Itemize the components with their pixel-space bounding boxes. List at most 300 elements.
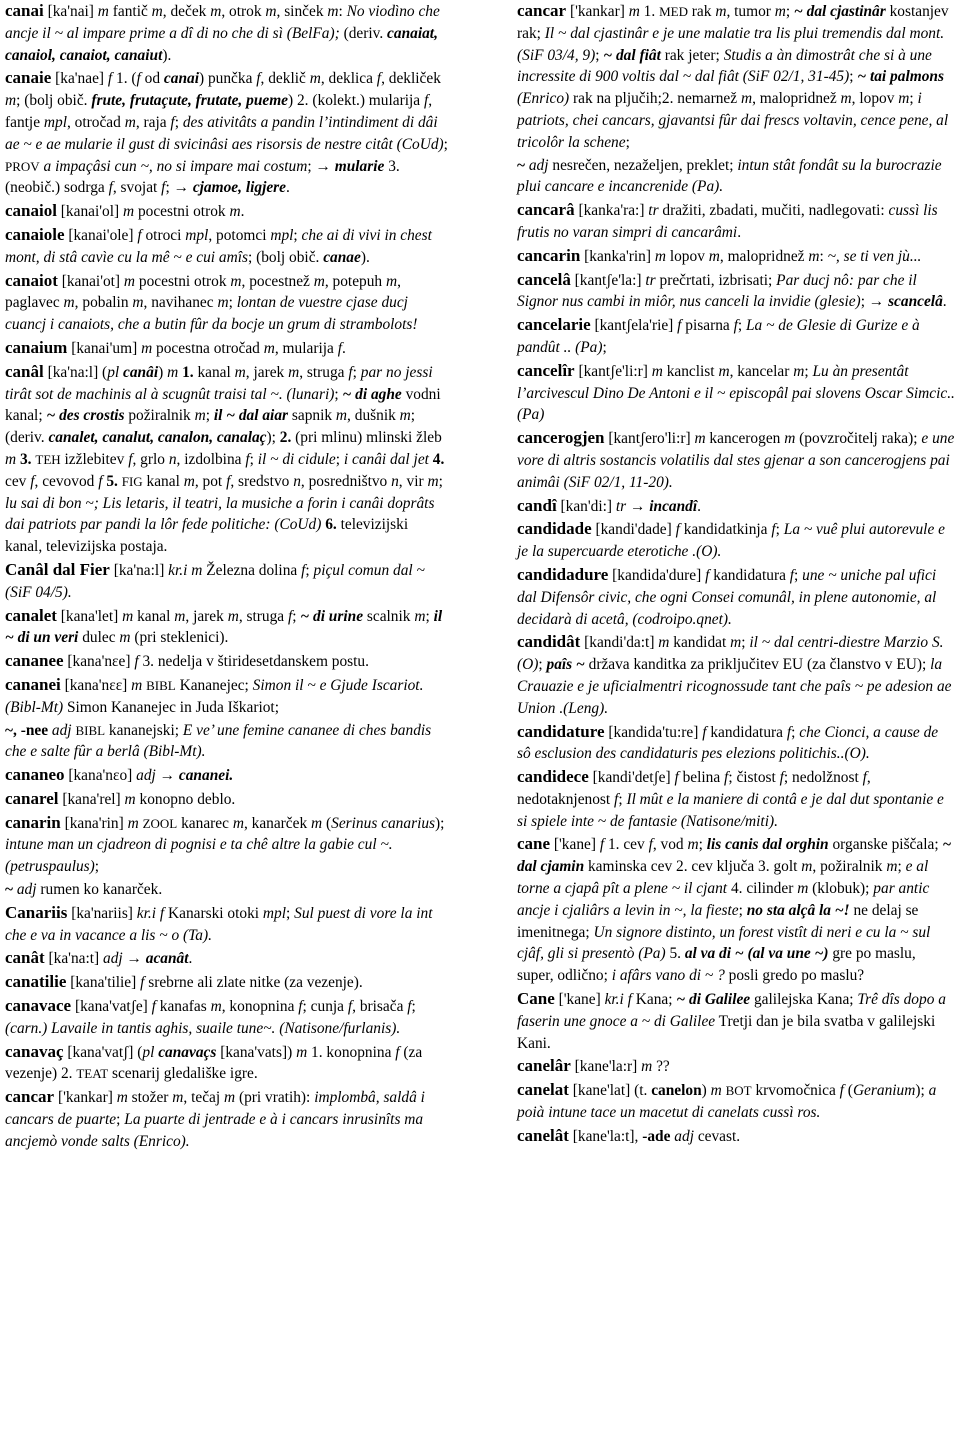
dictionary-entry — [5, 674, 448, 719]
entry-text: [kandi'detʃe] — [588, 769, 675, 787]
entry-italic-text: m — [898, 90, 910, 108]
entry-text: → — [122, 950, 146, 968]
entry-text: ; — [595, 46, 604, 64]
entry-text: . — [697, 497, 702, 515]
entry-text: , otročad — [66, 113, 125, 131]
entry-text: , lopov — [851, 90, 899, 108]
entry-italic-text: m — [183, 472, 195, 490]
entry-text: [kantʃe'li:r] — [574, 362, 652, 380]
entry-text: [kanai'um] — [67, 339, 142, 357]
entry-text: ; — [174, 113, 183, 131]
entry-text: ; — [286, 904, 295, 922]
entry-phrase: no sta alçâ la ~! — [746, 901, 850, 919]
entry-text: [kana'nεε] — [60, 676, 132, 694]
entry-phrase: al va di ~ (al va une ~) — [684, 945, 829, 963]
entry-text: ['kankar] — [566, 3, 629, 20]
entry-text: ; — [334, 385, 343, 403]
entry-text: [kan'di:] — [556, 497, 616, 515]
entry-italic-text: n — [391, 472, 399, 490]
entry-headword: candidature — [517, 721, 605, 741]
entry-text: (pri steklenici). — [130, 629, 229, 647]
entry-text: sapnik — [288, 407, 336, 425]
entry-text: [kana'tilie] — [66, 974, 141, 992]
entry-text: [ka'na:t] — [44, 950, 103, 968]
entry-phrase: canâi — [123, 363, 159, 381]
entry-italic-text: mpl — [43, 113, 67, 131]
entry-italic-text: Par ducj nô: par che il Signor nus cambi in miôr, nus canceli la invidie (glesie) — [517, 271, 917, 311]
entry-italic-text: a impaçâsi cun ~, no si impare mai costum — [43, 157, 308, 175]
entry-phrase: acanât — [145, 950, 189, 968]
entry-italic-text: m — [740, 90, 753, 108]
entry-italic-text: lontan de vuestre cjase ducj cuancj i canaiots, che a butin fûr da bocje un grum di strambolots! — [5, 294, 418, 334]
entry-text: [kana'vats]) — [216, 1043, 297, 1061]
entry-text: ; cunja — [302, 998, 348, 1016]
entry-sense-number: 6. — [325, 516, 337, 534]
dictionary-entry — [517, 833, 955, 987]
dictionary-entry — [517, 988, 955, 1054]
entry-text: [ka'nai] — [43, 3, 98, 20]
entry-text: ) punčka — [198, 70, 257, 88]
entry-phrase: ~ des crostis — [46, 407, 125, 425]
entry-italic-text: m — [288, 363, 300, 381]
entry-sense-number: 4. — [432, 450, 445, 468]
entry-text: ; — [897, 858, 906, 876]
entry-text: , sredstvo — [230, 472, 294, 490]
entry-italic-text: f — [599, 836, 605, 854]
entry-headword: canarel — [5, 788, 59, 808]
entry-text: ; — [909, 90, 918, 108]
entry-headword: canaium — [5, 337, 68, 357]
entry-text: ; — [438, 472, 443, 490]
entry-text: , mularija — [274, 339, 338, 357]
entry-text: 1. — [639, 3, 660, 20]
entry-text: stožer — [127, 1089, 173, 1107]
entry-text: 3. (neobič.) sodrga — [5, 157, 400, 197]
entry-text: ; — [602, 338, 607, 356]
entry-italic-text: m — [296, 1043, 308, 1061]
entry-italic-text: kr.i f — [604, 991, 632, 1009]
entry-italic-text: m — [313, 272, 325, 290]
entry-text: [kanai'ot] — [57, 272, 124, 290]
entry-text: ); — [915, 1082, 929, 1100]
dictionary-entry — [517, 1055, 955, 1078]
entry-italic-text: Un signore distinto, un forest vistît di neri e cu la ~ sul cjâf, gli si presentò (Pa) — [517, 923, 931, 963]
entry-italic-text: m — [63, 294, 75, 312]
entry-text: ; — [94, 858, 100, 876]
entry-text: 4. cilinder — [727, 880, 798, 898]
entry-headword: cancar — [5, 1087, 55, 1107]
entry-text: . — [240, 203, 245, 221]
entry-italic-text: m — [710, 1082, 722, 1100]
entry-italic-text: f — [256, 70, 261, 88]
entry-headword: cananei — [5, 674, 61, 694]
entry-italic-text: f — [648, 836, 653, 854]
entry-text: pocestni otrok — [135, 272, 231, 290]
entry-italic-text: m — [210, 998, 222, 1016]
entry-text: ; → — [165, 179, 193, 197]
entry-text: rumen ko kanarček. — [36, 881, 163, 899]
entry-headword: canelât — [517, 1125, 569, 1145]
entry-text: ; — [737, 317, 746, 335]
entry-text: [kanka'ra:] — [574, 202, 649, 220]
dictionary-entry — [517, 155, 955, 199]
entry-italic-text: f — [136, 70, 141, 88]
dictionary-entry — [5, 0, 448, 66]
entry-text: , kanarček — [243, 814, 312, 832]
entry-italic-text: f — [789, 566, 795, 584]
entry-text: , požiralnik — [812, 858, 887, 876]
entry-text: , pocestnež — [241, 272, 314, 290]
entry-italic-text: intun stât fondât su la burocrazie plui cancare e incancrenide (Pa). — [517, 156, 942, 196]
entry-phrase: ~ tai palmons — [857, 68, 944, 86]
entry-italic-text: intune man un cjadreon di pognisi e ta chê altre la gabie cul ~. (petruspaulus) — [5, 836, 393, 876]
entry-text: ; — [741, 634, 750, 652]
entry-text: (deriv. — [339, 24, 388, 42]
entry-headword: cancelarie — [517, 315, 591, 335]
entry-text: ; — [292, 607, 301, 625]
entry-text: , malopridnež — [752, 90, 841, 108]
entry-italic-text: m — [151, 3, 163, 20]
entry-italic-text: f — [98, 472, 103, 490]
entry-italic-text: m — [886, 858, 898, 876]
entry-italic-text: f — [128, 450, 133, 468]
entry-text: lopov — [665, 247, 709, 265]
entry-italic-text: m — [399, 407, 411, 425]
entry-headword: canalet — [5, 605, 57, 625]
entry-italic-text: f — [705, 566, 710, 584]
entry-italic-text: f — [347, 998, 353, 1016]
entry-text: nesrečen, nezaželjen, preklet; — [548, 156, 738, 174]
entry-text: [kana'rin] — [60, 814, 128, 832]
entry-italic-text: Il mût e la maniere di contâ e je dal dut spontanie e si spiele inte ~ de fantasie (Natisone/miti). — [517, 790, 944, 830]
entry-sense-number: ~, -nee — [5, 721, 49, 739]
entry-italic-text: adj — [103, 950, 123, 968]
entry-italic-text: m — [5, 92, 17, 110]
entry-domain-label: BOT — [725, 1083, 752, 1099]
entry-italic-text: i afârs vano di ~ ? — [611, 967, 725, 985]
entry-italic-text: m — [227, 607, 239, 625]
entry-italic-text: f — [301, 561, 306, 579]
entry-italic-text: m — [327, 3, 339, 20]
entry-italic-text: f — [423, 92, 429, 110]
entry-italic-text: f — [151, 998, 156, 1016]
entry-text: televizijski kanal, televizijska postaja. — [5, 516, 409, 556]
entry-italic-text: m — [651, 362, 663, 380]
entry-italic-text: m — [230, 272, 242, 290]
entry-phrase: canavaçs — [158, 1043, 217, 1061]
entry-headword: canavaç — [5, 1041, 64, 1061]
entry-italic-text: f — [702, 723, 707, 741]
entry-italic-text: f — [140, 974, 145, 992]
entry-text: gre po maslu, super, odlično; — [517, 945, 916, 985]
entry-text: krvomočnica — [751, 1082, 840, 1100]
entry-text: ['kankar] — [54, 1089, 117, 1107]
entry-text: , grlo — [132, 450, 169, 468]
entry-italic-text: m — [718, 362, 730, 380]
entry-italic-text: pl — [107, 363, 120, 381]
entry-italic-text: f — [771, 521, 776, 539]
entry-sense-number: 5. — [106, 472, 118, 490]
entry-text: vodni kanal; — [5, 385, 441, 425]
entry-italic-text: m — [124, 790, 136, 808]
entry-italic-text: kr.i f — [136, 904, 165, 922]
entry-text: ; — [738, 901, 747, 919]
entry-italic-text: m — [784, 430, 796, 448]
entry-text: , navihanec — [143, 294, 218, 312]
dictionary-entry — [5, 605, 448, 650]
entry-italic-text: m — [174, 607, 186, 625]
entry-headword: cane — [517, 834, 551, 854]
entry-italic-text: m — [641, 1058, 653, 1076]
entry-italic-text: e une vore di altris sostancis volatilis dal stes gjenar a son cancerogjens pai animâi (SiF 02/1, 11-20). — [517, 430, 955, 491]
entry-headword: canatilie — [5, 972, 67, 992]
entry-text: ); — [266, 429, 280, 447]
entry-italic-text: m — [311, 814, 323, 832]
entry-text: ; (deriv. — [5, 407, 416, 447]
right-column — [517, 0, 955, 1149]
dictionary-entry — [5, 559, 448, 604]
entry-text: , posredništvo — [300, 472, 392, 490]
entry-text: , tečaj — [183, 1089, 224, 1107]
entry-text: ( — [843, 1082, 853, 1100]
entry-text: 3. nedelja v štiridesetdanskem postu. — [138, 653, 369, 671]
entry-italic-text: m — [263, 339, 275, 357]
entry-text: [kana'rel] — [58, 790, 125, 808]
entry-text: ; — [411, 998, 416, 1016]
entry-italic-text: m — [309, 70, 321, 88]
entry-text: ; — [228, 294, 237, 312]
entry-text: ; — [305, 561, 314, 579]
entry-italic-text: n — [168, 450, 177, 468]
dictionary-entry — [5, 1086, 448, 1152]
entry-italic-text: f — [337, 339, 342, 357]
entry-italic-text: f — [170, 113, 175, 131]
entry-italic-text: f — [786, 723, 792, 741]
entry-text: , otrok — [221, 3, 266, 20]
entry-text: [kandi'dade] — [591, 521, 676, 539]
entry-text: kananejski; — [105, 721, 183, 739]
entry-text: kandidat — [669, 634, 731, 652]
entry-text: , cevovod — [34, 472, 99, 490]
entry-text: ; — [849, 68, 858, 86]
entry-headword: Canâl dal Fier — [5, 559, 110, 579]
entry-text: ; — [804, 362, 813, 380]
entry-italic-text: Serinus canarius — [331, 814, 436, 832]
entry-italic-text: f — [30, 472, 35, 490]
dictionary-entry — [5, 902, 448, 947]
entry-text: 1. ( — [112, 70, 137, 88]
entry-text: država kanditka za priključitev EU (za članstvo v EU); — [584, 656, 931, 674]
entry-text: scenarij gledališke igre. — [108, 1065, 258, 1083]
entry-headword: canaiot — [5, 270, 58, 290]
entry-text: [kana'vatʃ] ( — [63, 1043, 143, 1061]
entry-text: cevast. — [693, 1127, 741, 1145]
entry-headword: cancarâ — [517, 200, 575, 220]
entry-sense-number: ~ — [5, 881, 17, 899]
entry-sense-number: canelon — [651, 1082, 702, 1100]
entry-phrase: cananei. — [178, 767, 234, 785]
entry-text: [ka'nae] — [51, 70, 108, 88]
entry-italic-text: des ativitâts a pandin l’intindiment di dâi ae ~ e ae mularie il gust di svicinâsi aes risorsis de nestre citât (CoUd) — [5, 113, 444, 153]
entry-text: kanafas — [155, 998, 211, 1016]
entry-text: , pot — [194, 472, 227, 490]
entry-italic-text: m — [131, 676, 143, 694]
entry-text: , jarek — [185, 607, 228, 625]
entry-text: ?? — [652, 1058, 670, 1076]
entry-text: ) — [158, 363, 168, 381]
entry-italic-text: m — [167, 363, 179, 381]
entry-italic-text: m — [774, 3, 786, 20]
entry-text: ; — [618, 790, 627, 808]
entry-text: [kane'la:t], — [568, 1127, 643, 1145]
entry-phrase: ~ di aghe — [342, 385, 402, 403]
dictionary-entry — [5, 879, 448, 901]
entry-text: [kana'nεo] — [64, 767, 137, 785]
entry-text: ; — [538, 656, 547, 674]
entry-italic-text: f — [677, 317, 682, 335]
entry-headword: candidade — [517, 519, 592, 539]
entry-text: (za vezenje) 2. — [5, 1043, 423, 1083]
entry-sense-number: 2. — [279, 429, 292, 447]
entry-headword: candidadure — [517, 564, 609, 584]
entry-italic-text: a poià intune tace un macetut di canelats cussì ros. — [517, 1082, 937, 1122]
dictionary-entry — [517, 564, 955, 630]
entry-domain-label: PROV — [5, 158, 40, 174]
entry-text: 1. cev — [604, 836, 649, 854]
entry-phrase: ~ dal fiât — [603, 46, 661, 64]
entry-domain-label: TEH — [35, 451, 61, 467]
entry-italic-text: par antic ancje i cjaliârs a levin in ~, la fieste — [517, 880, 930, 919]
entry-italic-text: f — [376, 70, 382, 88]
entry-text: (klobuk); — [808, 880, 874, 898]
entry-text: [kana'nεe] — [63, 653, 135, 671]
entry-italic-text: m — [127, 814, 139, 832]
entry-italic-text: f — [287, 607, 293, 625]
entry-text: , kancelar — [729, 362, 794, 380]
entry-italic-text: m — [694, 430, 706, 448]
entry-text: 5. — [665, 945, 685, 963]
entry-italic-text: La puarte di jentrade e à i cancars inrusinîts ma ancjemò vonde salts (Enrico). — [5, 1111, 424, 1150]
entry-italic-text: (Enrico) — [517, 90, 570, 108]
entry-italic-text: adj — [528, 156, 549, 174]
entry-text: dražiti, zbadati, mučiti, nadlegovati: — [658, 202, 889, 220]
entry-headword: cancelâ — [517, 269, 571, 289]
dictionary-entry — [5, 67, 448, 199]
entry-text: ; — [116, 1111, 125, 1129]
entry-text: kaminska cev 2. cev ključa 3. golt — [584, 858, 802, 876]
entry-italic-text: m — [265, 3, 277, 20]
entry-text: ; čistost — [728, 769, 780, 787]
entry-italic-text: f — [724, 769, 729, 787]
dictionary-entry — [5, 812, 448, 878]
entry-text: ; — [205, 407, 214, 425]
entry-text: posli gredo po maslu? — [724, 967, 865, 985]
entry-phrase: canae — [323, 248, 361, 266]
entry-text: , malopridnež — [719, 247, 809, 265]
entry-text: Tretji dan je bila svatba v galilejski Kani. — [517, 1012, 936, 1052]
entry-headword: cananee — [5, 651, 64, 671]
entry-text: , raja — [135, 113, 171, 131]
entry-text: , potomci — [208, 226, 271, 244]
entry-italic-text: m — [335, 407, 348, 425]
entry-phrase: il ~ dal aiar — [213, 407, 289, 425]
dictionary-entry — [5, 224, 448, 269]
entry-text: kostanjev rak; — [517, 3, 949, 42]
entry-text: izžlebitev — [60, 450, 129, 468]
dictionary-entry — [5, 270, 448, 336]
entry-italic-text: m — [414, 607, 426, 625]
entry-text: ) 2. (kolekt.) mularija — [288, 92, 424, 110]
entry-text: ). — [162, 46, 172, 64]
entry-italic-text: adj — [674, 1127, 694, 1145]
entry-text: ; — [425, 607, 434, 625]
dictionary-entry — [5, 947, 448, 970]
entry-italic-text: lu sai di bon ~; Lis letaris, il teatri, la musiche a forin i canâi doprâts dai patriots par pandi la lôr fede politiche: (CoUd) — [5, 494, 435, 534]
entry-text: kandidatura — [706, 723, 787, 741]
entry-text: prečrtati, izbrisati; — [655, 271, 777, 289]
entry-italic-text: m — [232, 814, 244, 832]
entry-text: ; — [249, 450, 258, 468]
entry-italic-text: Il ~ dal cjastinâr e je une malatie tra lis plui tremendis dal mont. (SiF 03/4, 9) — [517, 24, 945, 64]
entry-italic-text: m — [427, 472, 439, 490]
entry-text: , dekliček — [381, 70, 441, 88]
entry-italic-text: f — [108, 179, 113, 197]
entry-phrase: canai — [163, 70, 199, 88]
entry-italic-text: m — [122, 203, 135, 221]
entry-text: (povzročitelj raka); — [795, 430, 922, 448]
entry-text: . — [737, 223, 742, 241]
entry-text: , deček — [162, 3, 211, 20]
entry-domain-label: TEAT — [76, 1066, 109, 1082]
entry-italic-text: m — [234, 363, 246, 381]
entry-italic-text: implombâ, saldâ i cancars de puarte — [5, 1089, 425, 1129]
dictionary-entry — [5, 1041, 448, 1086]
entry-sense-number: 1. — [182, 363, 194, 381]
entry-text: belina — [678, 769, 725, 787]
entry-phrase: canaiat, canaiol, canaiot, canaiut — [5, 24, 438, 64]
dictionary-entry — [5, 788, 448, 811]
entry-text: [kanka'rin] — [580, 247, 655, 265]
entry-italic-text: m — [808, 247, 820, 265]
entry-text: otroci — [141, 226, 186, 244]
entry-italic-text: f — [161, 179, 166, 197]
entry-phrase: paîs ~ — [546, 656, 585, 674]
entry-domain-label: BIBL — [146, 677, 176, 693]
entry-sense-number: 3. — [19, 450, 32, 468]
entry-italic-text: i patriots, chei cancars, gjavantsi fûr dai frescs voltavin, cence pene, al tricolôr la schene — [517, 90, 949, 151]
entry-text: kanal — [193, 363, 235, 381]
entry-text: kanal — [142, 472, 184, 490]
entry-phrase: ~ di Galilee — [676, 991, 751, 1009]
dictionary-entry — [517, 1079, 955, 1124]
entry-text: ['kane] — [554, 991, 605, 1009]
entry-text: (pri mlinu) mlinski žleb — [291, 429, 442, 447]
entry-italic-text: mpl — [262, 904, 287, 922]
entry-phrase: mularie — [334, 157, 385, 175]
entry-italic-text: ~, se ti ven jù... — [827, 247, 922, 265]
entry-headword: candî — [517, 495, 557, 515]
entry-headword: canavace — [5, 996, 72, 1016]
entry-italic-text: e al torne a cjapâ pît a plene ~ il cjant — [517, 858, 929, 898]
entry-text: fantič — [108, 3, 152, 20]
entry-italic-text: f — [245, 450, 250, 468]
entry-italic-text: tr — [648, 202, 659, 220]
entry-text: [kantʃe'la:] — [570, 271, 646, 289]
entry-italic-text: f — [226, 472, 231, 490]
entry-italic-text: f — [779, 769, 784, 787]
entry-headword: canelâr — [517, 1056, 571, 1076]
dictionary-entry — [517, 427, 955, 493]
